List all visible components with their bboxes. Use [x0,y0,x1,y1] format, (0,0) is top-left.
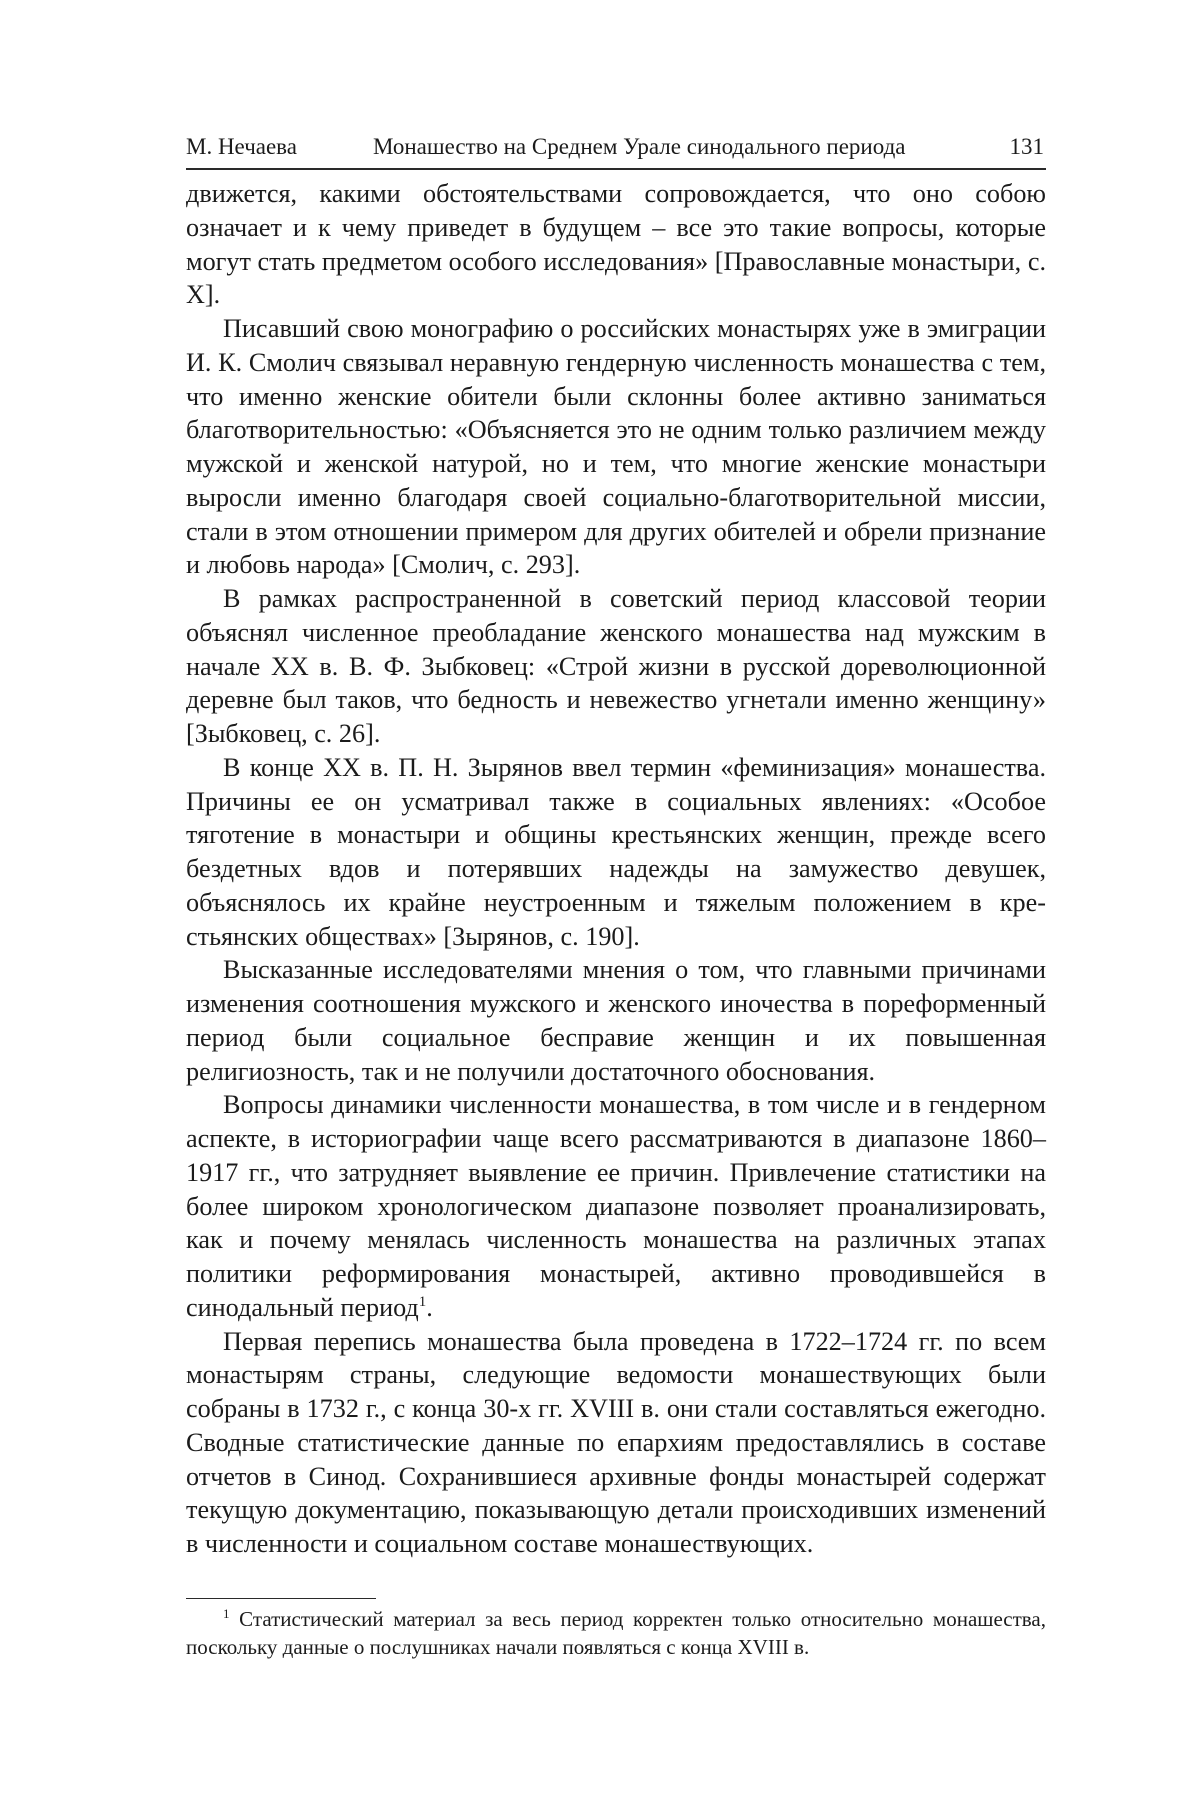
paragraph-6 [186,1088,1046,1324]
footnote-paragraph [186,1605,1046,1661]
footnote [186,1605,1046,1661]
body-text [186,177,1046,1561]
paragraph-7: Первая перепись монашества была проведена в 1722–1724 гг. по всем монастырям страны, следующие ведомости монашествую­щих были собраны в 1732 г., с конца 30-х гг. XVIII в. они стали со­ставляться ежегодно. Сводные статистические данные по епархиям предоставлялись в составе отчетов в Синод. Сохранившиеся архив­ные фонды монастырей содержат текущую документацию, показыва­ющую детали происходивших изменений в численности и социаль­ном составе монашествующих. [186,1325,1046,1561]
paragraph-2: Писавший свою монографию о российских монастырях уже в эми­грации И. К. Смолич связывал неравную гендерную численность мо­нашества с тем, что именно женские обители были склонны более активно заниматься благотворительностью: «Объясняется это не од­ним только различием между мужской и женской натурой, но и тем, что многие женские монастыри выросли именно благодаря своей социально-благотворительной миссии, стали в этом отношении при­мером для других обителей и обрели признание и любовь народа» [Смолич, с. 293]. [186,312,1046,582]
paragraph-5: Высказанные исследователями мнения о том, что главными причи­нами изменения соотношения мужского и женского иночества в поре­форменный период были социальное бесправие женщин и их повы­шенная религиозность, так и не получили достаточного обоснования. [186,953,1046,1088]
footnote-number: 1 [223,1606,230,1621]
book-page [186,0,1046,1801]
paragraph-1: движется, какими обстоятельствами сопровождается, что оно собою означает и к чему приведет в будущем – все это такие вопросы, ко­торые могут стать предметом особого исследования» [Православные монастыри, с. X]. [186,177,1046,312]
footnote-divider [186,1598,376,1599]
header-author: М. Нечаева [186,132,297,162]
page-number: 131 [1010,132,1045,162]
paragraph-6-end: . [426,1293,433,1322]
paragraph-6-text: Вопросы динамики численности монашества, в том числе и в ген­дерном аспекте, в историографии чаще всего рассматриваются в диа­пазоне 1860–1917 гг., что затрудняет выявление ее причин. Привле­чение статистики на более широком хронологическом диапазоне позволяет проанализировать, как и почему менялась численность монашества на различных этапах политики реформирования мона­стырей, активно проводившейся в синодальный период [186,1090,1046,1322]
paragraph-4: В конце XX в. П. Н. Зырянов ввел термин «феминизация» монаше­ства. Причины ее он усматривал также в социальных явлениях: «Осо­бое тяготение в монастыри и общины крестьянских женщин, прежде всего бездетных вдов и потерявших надежды на замужество девушек, объяснялось их крайне неустроенным и тяжелым положением в кре­стьянских обществах» [Зырянов, с. 190]. [186,751,1046,954]
footnote-reference[interactable]: 1 [419,1294,427,1310]
paragraph-3: В рамках распространенной в советский период классовой теории объяснял численное преобладание женского монашества над муж­ским в начале XX в. В. Ф. Зыбковец: «Строй жизни в русской доре­волюционной деревне был таков, что бедность и невежество угнетали именно женщину» [Зыбковец, с. 26]. [186,582,1046,751]
running-header [186,128,1046,170]
footnote-text: Статистический материал за весь период корректен только относительно мона­шества, поскольку данные о послушниках начали появляться с конца XVIII в. [186,1607,1046,1659]
header-title: Монашество на Среднем Урале синодального периода [373,132,905,162]
